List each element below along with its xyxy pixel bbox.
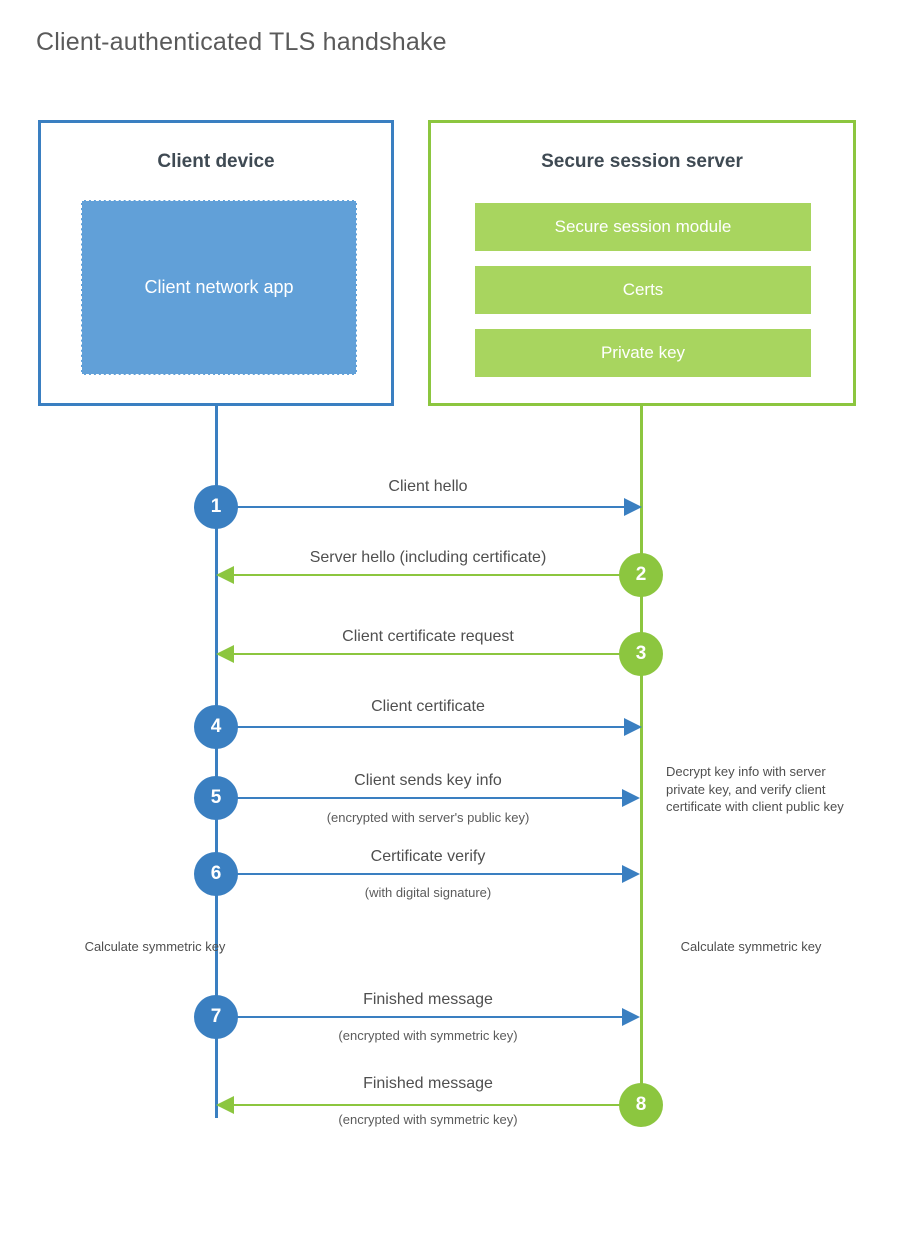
step-badge-2: 2: [619, 553, 663, 597]
step-badge-6: 6: [194, 852, 238, 896]
step-label-6: Certificate verify: [370, 848, 486, 865]
step-sublabel-7: (encrypted with symmetric key): [338, 1028, 518, 1043]
step-label-7: Finished message: [363, 991, 493, 1008]
secure-session-server-panel: [428, 120, 856, 406]
server-block-certs: Certs: [475, 266, 811, 314]
step-badge-1: 1: [194, 485, 238, 529]
page-title: Client-authenticated TLS handshake: [36, 28, 447, 56]
step-label-2: Server hello (including certificate): [309, 549, 547, 566]
note-server-calculate-symmetric-key: Calculate symmetric key: [680, 939, 822, 954]
step-sublabel-6: (with digital signature): [364, 885, 492, 900]
step-badge-3: 3: [619, 632, 663, 676]
server-block-secure-session-module: Secure session module: [475, 203, 811, 251]
server-lifeline: [640, 406, 643, 1106]
step-badge-4: 4: [194, 705, 238, 749]
step-label-5: Client sends key info: [354, 772, 502, 789]
server-block-private-key: Private key: [475, 329, 811, 377]
step-sublabel-5: (encrypted with server's public key): [326, 810, 530, 825]
note-server-decrypt: Decrypt key info with server private key, and verify client certificate with client public key: [666, 764, 844, 815]
step-sublabel-8: (encrypted with symmetric key): [338, 1112, 518, 1127]
client-network-app-box: Client network app: [81, 200, 357, 375]
note-client-calculate-symmetric-key: Calculate symmetric key: [84, 939, 226, 954]
step-label-1: Client hello: [388, 478, 468, 495]
step-label-8: Finished message: [363, 1075, 493, 1092]
step-badge-8: 8: [619, 1083, 663, 1127]
step-label-4: Client certificate: [371, 698, 485, 715]
client-device-title: Client device: [157, 151, 275, 172]
client-device-panel: [38, 120, 394, 406]
step-badge-5: 5: [194, 776, 238, 820]
step-badge-7: 7: [194, 995, 238, 1039]
step-label-3: Client certificate request: [342, 628, 514, 645]
secure-session-server-title: Secure session server: [541, 151, 743, 172]
